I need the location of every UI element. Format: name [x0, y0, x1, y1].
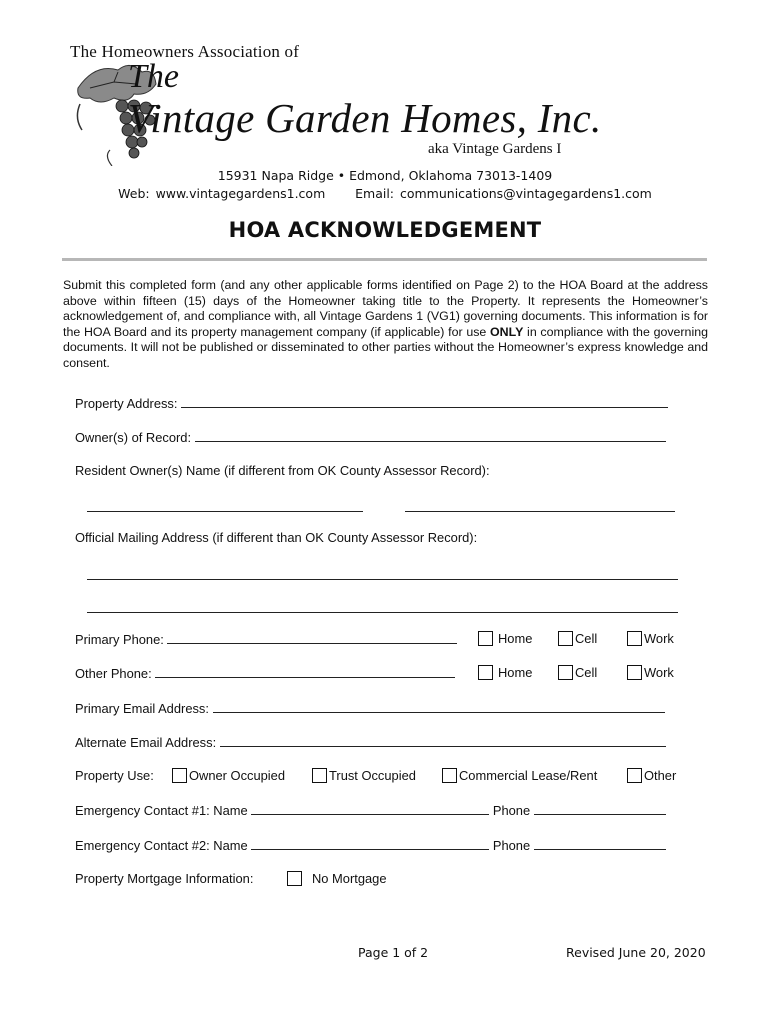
mortgage-label: Property Mortgage Information:: [75, 871, 254, 886]
commercial-lease-label: Commercial Lease/Rent: [459, 768, 598, 783]
title-divider: [62, 258, 707, 261]
owner-occupied-checkbox[interactable]: [172, 768, 187, 783]
resident-owner-1-field[interactable]: [87, 499, 363, 512]
property-use-label: Property Use:: [75, 768, 154, 783]
primary-home-checkbox[interactable]: [478, 631, 493, 646]
primary-email-label: Primary Email Address:: [75, 701, 209, 716]
other-use-checkbox[interactable]: [627, 768, 642, 783]
property-address-row: [75, 395, 668, 411]
alternate-email-field[interactable]: [220, 734, 666, 747]
owners-row: [75, 429, 666, 445]
owner-occupied-label: Owner Occupied: [189, 768, 286, 783]
intro-bold: ONLY: [490, 324, 524, 339]
trust-occupied-label: Trust Occupied: [329, 768, 416, 783]
emergency-2-phone-label: Phone: [492, 838, 531, 853]
other-phone-label: Other Phone:: [75, 666, 152, 681]
primary-phone-row: [75, 631, 457, 647]
logo-the: The: [128, 58, 179, 95]
property-address-label: Property Address:: [75, 396, 178, 411]
primary-email-row: [75, 700, 665, 716]
no-mortgage-label: No Mortgage: [312, 871, 387, 886]
intro-paragraph: [63, 278, 708, 372]
primary-work-label: Work: [644, 631, 674, 646]
primary-home-label: Home: [498, 631, 533, 646]
intro-text-2: in compliance with the governing documents. It will not be published or disseminated to other parties without the Homeowner’s express knowledge and consent.: [63, 324, 708, 370]
emergency-2-name-field[interactable]: [251, 837, 489, 850]
other-phone-row: [75, 665, 455, 681]
emergency-1-name-field[interactable]: [251, 802, 489, 815]
intro-text-1: Submit this completed form (and any other applicable forms identified on Page 2) to the HOA Board at the address above within fifteen (15) days of the Homeowner taking title to the Property. It represents the Homeowner’s acknowledgement of, and compliance with, all Vintage Gardens 1 (VG1) governing documents. This information is for the HOA Board and its property management company (if applicable) for use: [63, 278, 708, 339]
primary-email-field[interactable]: [213, 700, 665, 713]
emergency-1-phone-field[interactable]: [534, 802, 666, 815]
other-cell-checkbox[interactable]: [558, 665, 573, 680]
address-line: 15931 Napa Ridge • Edmond, Oklahoma 73013-1409: [217, 168, 553, 183]
other-use-label: Other: [644, 768, 677, 783]
logo-name: Vintage Garden Homes, Inc.: [128, 95, 602, 141]
mailing-address-label: Official Mailing Address (if different than OK County Assessor Record):: [75, 530, 478, 545]
emergency-1-row: [75, 802, 666, 818]
logo-aka: aka Vintage Gardens I: [428, 141, 562, 157]
other-phone-field[interactable]: [155, 665, 455, 678]
association-line: The Homeowners Association of: [70, 42, 300, 61]
other-home-checkbox[interactable]: [478, 665, 493, 680]
mailing-address-line-1[interactable]: [87, 567, 678, 580]
emergency-2-phone-field[interactable]: [534, 837, 666, 850]
resident-owner-2-field[interactable]: [405, 499, 675, 512]
commercial-lease-checkbox[interactable]: [442, 768, 457, 783]
mailing-address-line-2[interactable]: [87, 600, 678, 613]
emergency-2-row: [75, 837, 666, 853]
other-work-checkbox[interactable]: [627, 665, 642, 680]
no-mortgage-checkbox[interactable]: [287, 871, 302, 886]
primary-phone-label: Primary Phone:: [75, 632, 164, 647]
owners-field[interactable]: [195, 429, 666, 442]
property-address-field[interactable]: [181, 395, 668, 408]
alternate-email-row: [75, 734, 666, 750]
revised-date: Revised June 20, 2020: [566, 945, 706, 960]
trust-occupied-checkbox[interactable]: [312, 768, 327, 783]
page-number: Page 1 of 2: [358, 945, 429, 960]
web-email-line: Web: www.vintagegardens1.com Email: communications@vintagegardens1.com: [118, 186, 652, 201]
other-work-label: Work: [644, 665, 674, 680]
emergency-1-phone-label: Phone: [492, 803, 531, 818]
other-cell-label: Cell: [575, 665, 598, 680]
other-home-label: Home: [498, 665, 533, 680]
emergency-2-label: Emergency Contact #2: Name: [75, 838, 248, 853]
alternate-email-label: Alternate Email Address:: [75, 735, 217, 750]
page-title: HOA ACKNOWLEDGEMENT: [228, 218, 542, 242]
primary-work-checkbox[interactable]: [627, 631, 642, 646]
resident-owners-label: Resident Owner(s) Name (if different from OK County Assessor Record):: [75, 463, 490, 478]
emergency-1-label: Emergency Contact #1: Name: [75, 803, 248, 818]
primary-cell-checkbox[interactable]: [558, 631, 573, 646]
primary-cell-label: Cell: [575, 631, 598, 646]
primary-phone-field[interactable]: [167, 631, 457, 644]
owners-label: Owner(s) of Record:: [75, 430, 192, 445]
